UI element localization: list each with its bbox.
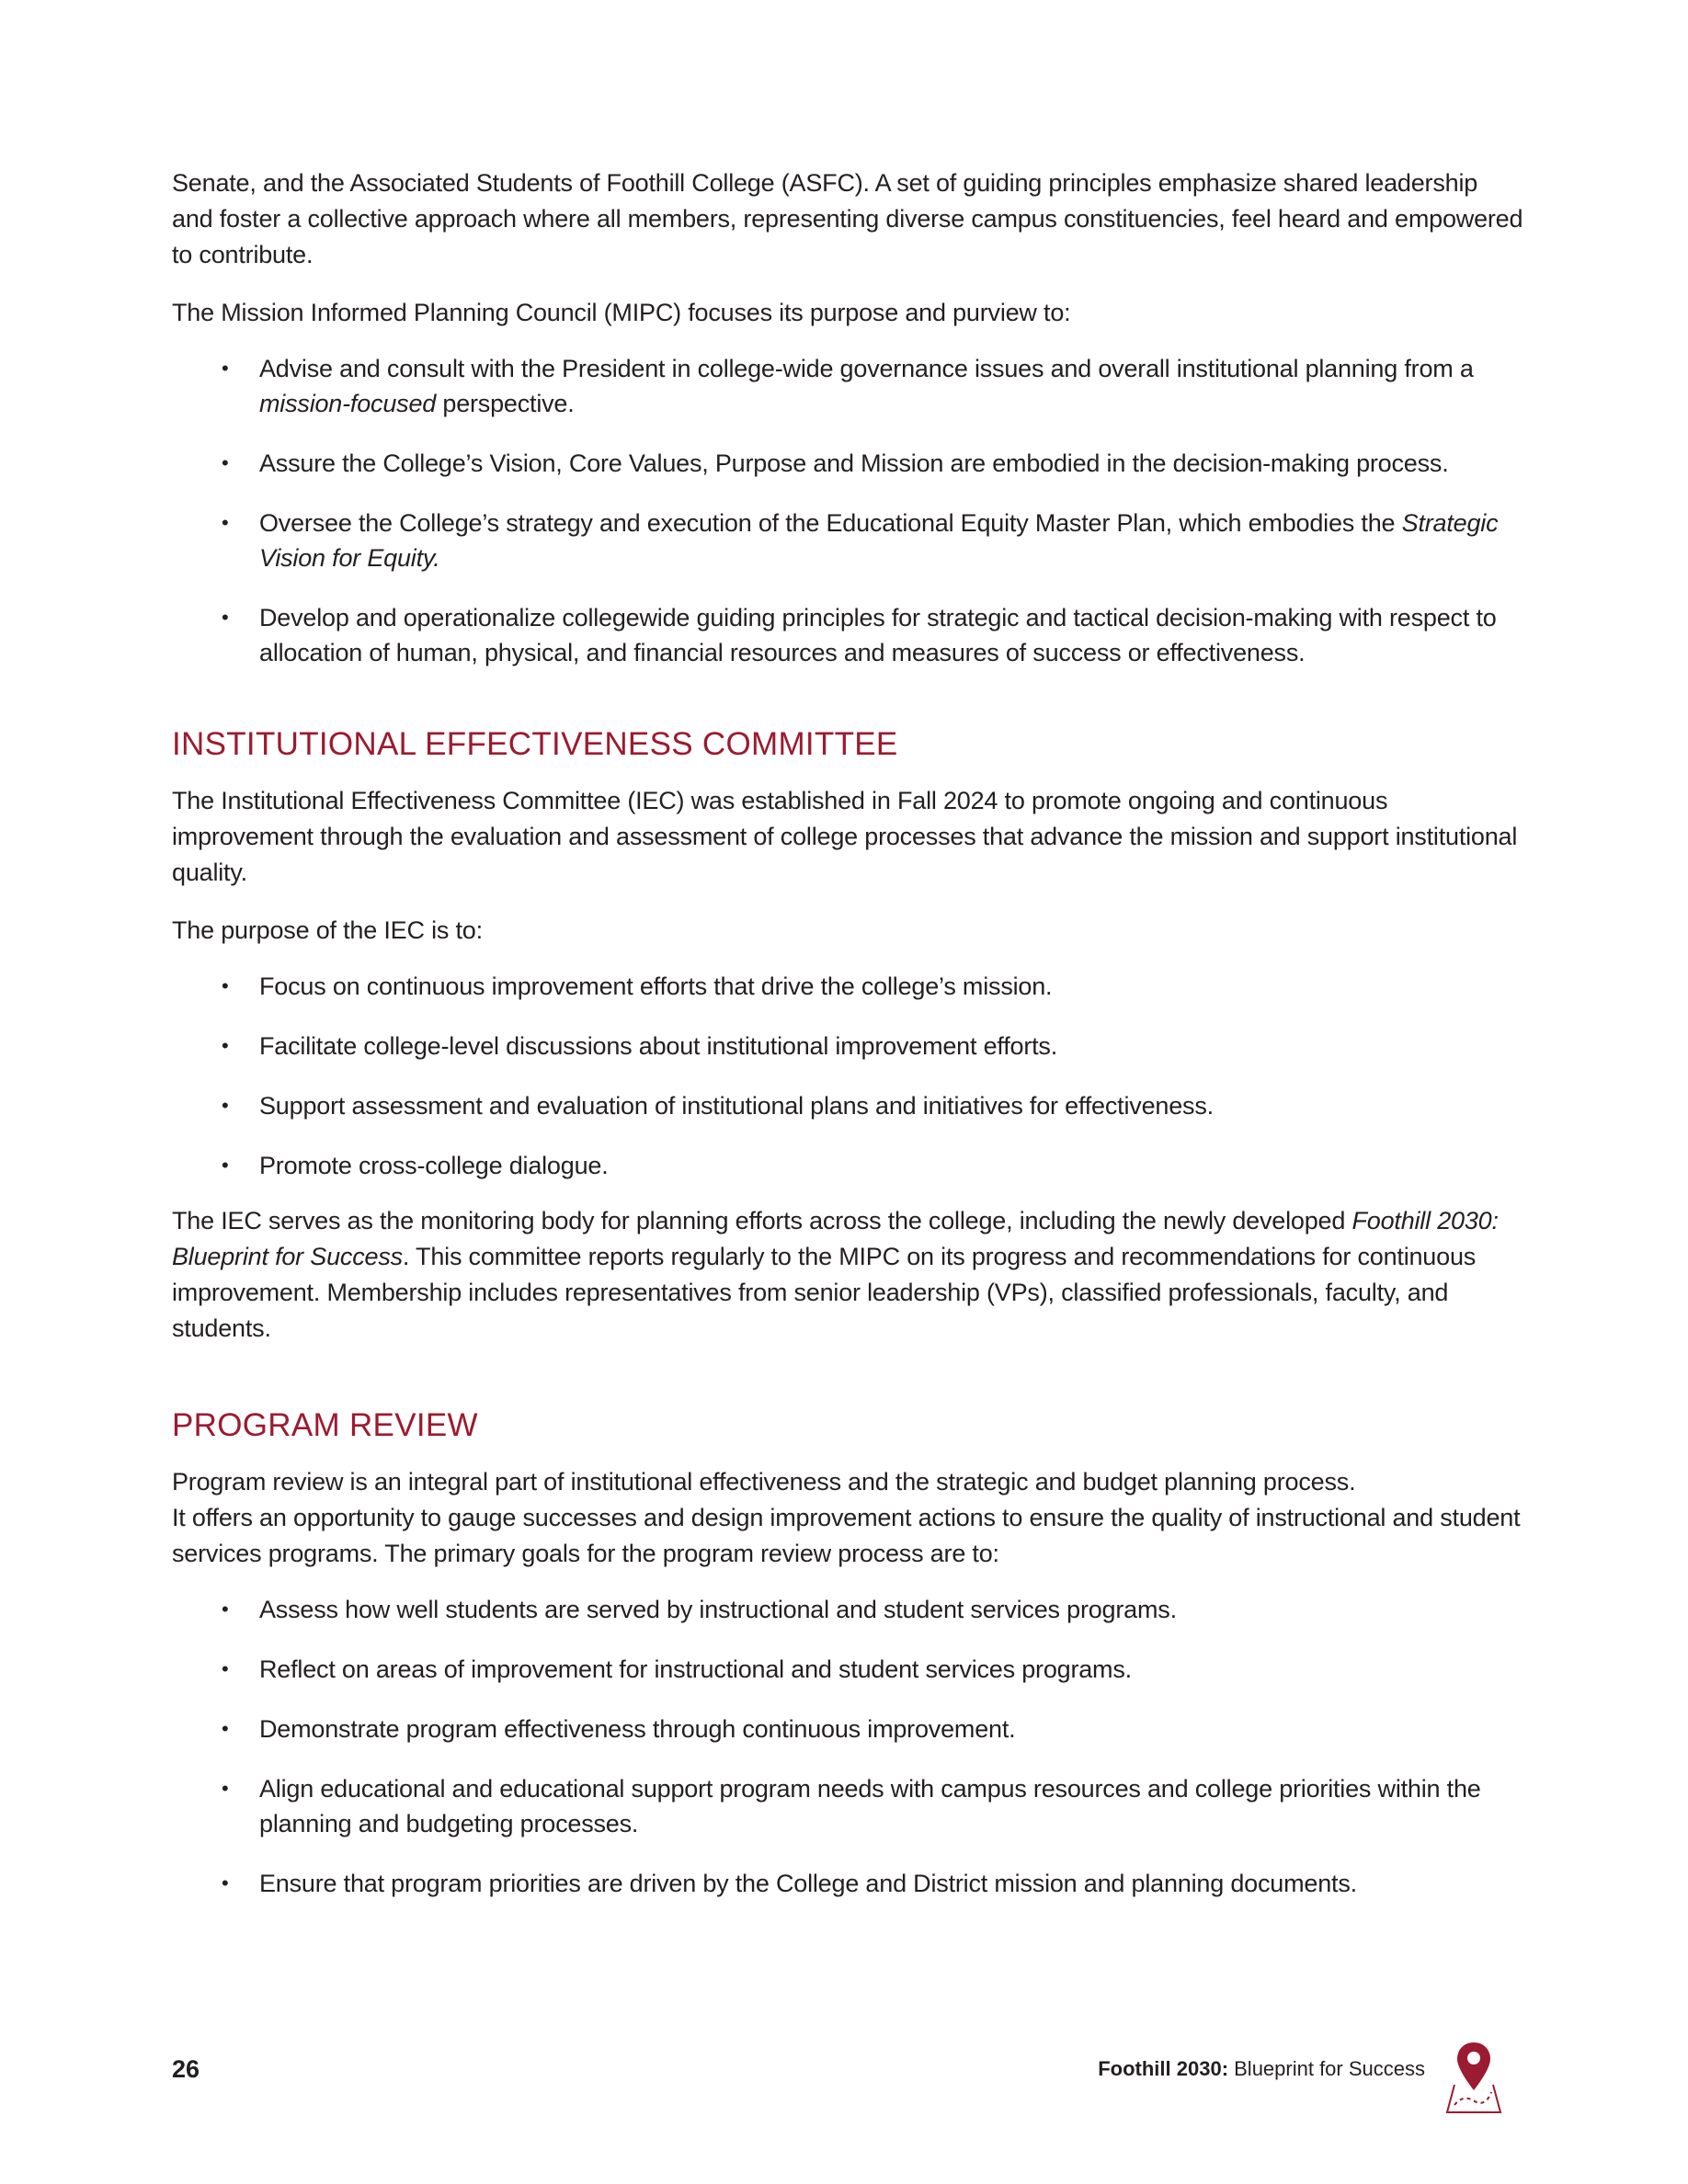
bullet-icon: •: [222, 451, 229, 474]
intro-paragraph: Senate, and the Associated Students of Foothill College (ASFC). A set of guiding principles emphasize shared leadership and foster a collective approach where all members, representing diverse campus constituencies, feel heard and empowered to contribute.: [172, 169, 1523, 268]
bullet-icon: •: [222, 357, 229, 380]
list-item: • Assure the College’s Vision, Core Values, Purpose and Mission are embodied in the decision-making process.: [172, 446, 1523, 481]
bullet-icon: •: [222, 1034, 229, 1057]
footer-document-title: Foothill 2030: Blueprint for Success: [1098, 2057, 1425, 2080]
list-item: • Facilitate college-level discussions about institutional improvement efforts.: [172, 1029, 1523, 1064]
bullet-icon: •: [222, 1717, 229, 1740]
bullet-icon: •: [222, 1777, 229, 1800]
program-review-paragraph: Program review is an integral part of institutional effectiveness and the strategic and budget planning process. It offers an opportunity to gauge successes and design improvement actions to ensure the quality of instructional and student services programs. The primary goals for the program review process are to:: [172, 1468, 1521, 1567]
list-item: • Oversee the College’s strategy and execution of the Educational Equity Master Plan, which embodies the Strategic Vision for Equity.: [172, 506, 1523, 575]
page-number: 26: [172, 2055, 200, 2083]
bullet-icon: •: [222, 606, 229, 629]
list-item: • Focus on continuous improvement efforts that drive the college’s mission.: [172, 969, 1523, 1004]
intro-section: [172, 165, 1523, 670]
list-item: • Advise and consult with the President in college-wide governance issues and overall institutional planning from a mission-focused perspective.: [172, 351, 1523, 421]
bullet-icon: •: [222, 1598, 229, 1621]
iec-purpose-intro: The purpose of the IEC is to:: [172, 916, 483, 944]
iec-monitoring-paragraph: The IEC serves as the monitoring body for planning efforts across the college, including the newly developed Foothill 2030: Blueprint for Success. This committee reports regularly to the MIPC on its progress and recommendations for continuous improvement. Membership includes representatives from senior leadership (VPs), classified professionals, faculty, and students.: [172, 1207, 1499, 1342]
iec-section: [172, 726, 1523, 1347]
bullet-icon: •: [222, 974, 229, 997]
list-item: • Develop and operationalize collegewide guiding principles for strategic and tactical decision-making with respect to allocation of human, physical, and financial resources and measures of success or effectiveness.: [172, 600, 1523, 670]
iec-bullet-list: [172, 969, 1523, 1183]
map-pin-icon: [1445, 2039, 1502, 2116]
list-item: • Reflect on areas of improvement for instructional and student services programs.: [172, 1652, 1523, 1687]
list-item: • Promote cross-college dialogue.: [172, 1148, 1523, 1183]
mipc-intro-paragraph: The Mission Informed Planning Council (MIPC) focuses its purpose and purview to:: [172, 299, 1071, 326]
list-item: • Ensure that program priorities are driven by the College and District mission and planning documents.: [172, 1866, 1523, 1901]
bullet-icon: •: [222, 511, 229, 534]
section-heading-iec: INSTITUTIONAL EFFECTIVENESS COMMITTEE: [172, 726, 898, 762]
bullet-icon: •: [222, 1657, 229, 1680]
list-item: • Align educational and educational support program needs with campus resources and college priorities within the planning and budgeting processes.: [172, 1771, 1523, 1841]
mipc-bullet-list: [172, 351, 1523, 670]
program-review-section: [172, 1407, 1523, 1901]
program-review-bullet-list: [172, 1592, 1523, 1901]
bullet-icon: •: [222, 1871, 229, 1894]
bullet-icon: •: [222, 1154, 229, 1177]
document-title-reference: Foothill 2030: Blueprint for Success: [172, 1207, 1499, 1270]
list-item: • Assess how well students are served by instructional and student services programs.: [172, 1592, 1523, 1627]
section-heading-program-review: PROGRAM REVIEW: [172, 1407, 478, 1443]
iec-paragraph: The Institutional Effectiveness Committee (IEC) was established in Fall 2024 to promote ongoing and continuous improvement through the evaluation and assessment of college processes that advance the mission and support institutional quality.: [172, 787, 1518, 886]
list-item: • Support assessment and evaluation of institutional plans and initiatives for effectiveness.: [172, 1088, 1523, 1123]
list-item: • Demonstrate program effectiveness through continuous improvement.: [172, 1712, 1523, 1746]
bullet-icon: •: [222, 1094, 229, 1117]
